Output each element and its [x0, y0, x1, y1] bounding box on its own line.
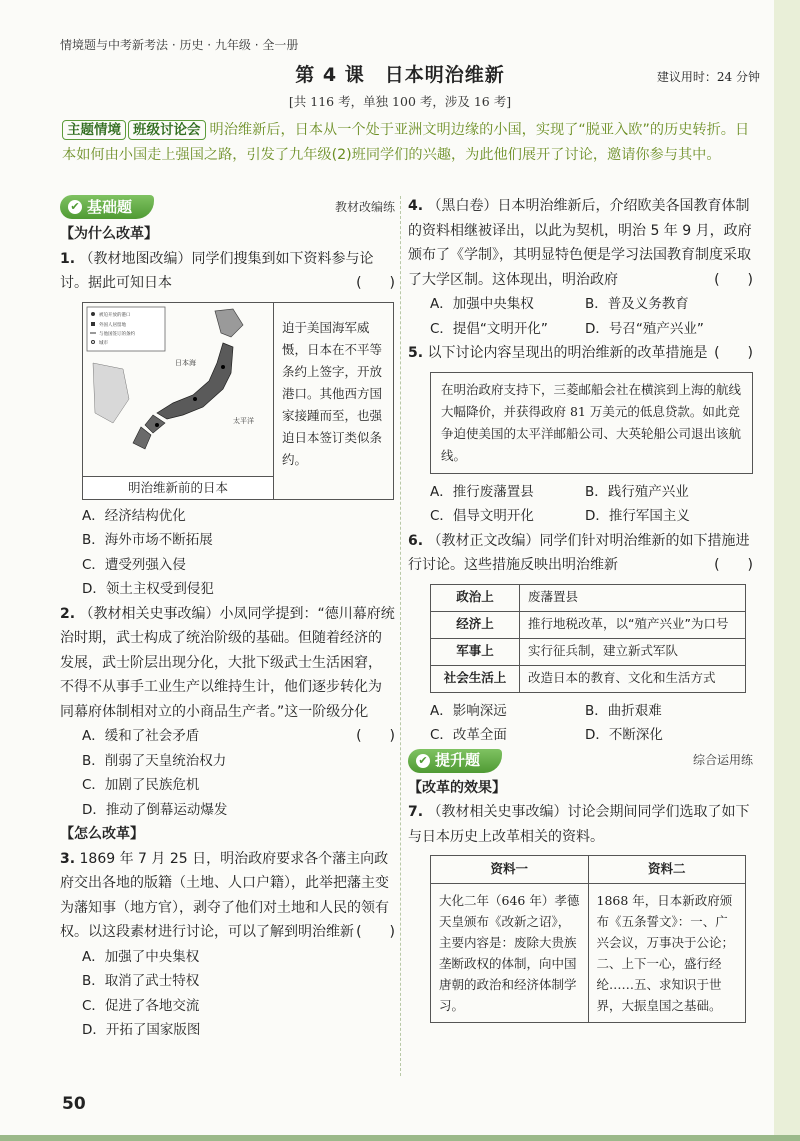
advanced-subtitle: 综合运用练	[692, 753, 753, 768]
q6-option-c[interactable]: C．改革全面	[430, 727, 507, 743]
q5-options-2	[408, 504, 753, 529]
advanced-label: ✔ 提升题	[408, 749, 502, 773]
question-3: 3. 1869 年 7 月 25 日，明治政府要求各个藩主向政府交出各地的版籍（土地、人口户籍），此举把藩主变为藩知事（地方官），剥夺了他们对土地和人民的领有权。以这段素材进行讨论，可以了解到明治维新 ( )	[60, 847, 395, 945]
check-icon: ✔	[68, 200, 82, 214]
sea-label: 日本海	[175, 358, 196, 367]
q3-option-b[interactable]: B．取消了武士特权	[82, 973, 200, 989]
question-6: 6. （教材正文改编）同学们针对明治维新的如下措施进行讨论。这些措施反映出明治维新 ( )	[408, 529, 753, 578]
q6-option-a[interactable]: A．影响深远	[430, 702, 507, 719]
legend-1: 被迫开放的港口	[99, 312, 131, 318]
q4-option-a[interactable]: A．加强中央集权	[430, 296, 534, 312]
q3-option-d[interactable]: D．开拓了国家版图	[82, 1022, 201, 1038]
q2-option-a[interactable]: A．缓和了社会矛盾	[82, 728, 200, 744]
column-divider	[400, 196, 401, 1076]
measures-table	[430, 584, 746, 693]
answer-paren[interactable]: ( )	[714, 345, 753, 361]
q5-option-a[interactable]: A．推行废藩置县	[430, 483, 534, 500]
section-effect: 【改革的效果】	[408, 779, 506, 796]
materials-table	[430, 855, 746, 1023]
left-column	[60, 194, 395, 1043]
q4-option-d[interactable]: D．号召“殖产兴业”	[585, 320, 704, 337]
check-icon: ✔	[416, 754, 430, 768]
q1-option-a[interactable]: A．经济结构优化	[82, 507, 186, 524]
q4-option-b[interactable]: B．普及义务教育	[585, 296, 689, 312]
table-row: 社会生活上 改造日本的教育、文化和生活方式	[431, 665, 746, 692]
page-number: 50	[62, 1094, 86, 1114]
question-7: 7. （教材相关史事改编）讨论会期间同学们选取了如下与日本历史上改革相关的资料。	[408, 804, 750, 845]
basic-label: ✔ 基础题	[60, 195, 154, 219]
q2-option-b[interactable]: B．削弱了天皇统治权力	[82, 752, 227, 769]
legend-2: 外国人居留地	[99, 322, 126, 328]
q6-options-2	[408, 723, 753, 748]
question-1: 1. （教材地图改编）同学们搜集到如下资料参与论讨。据此可知日本 ( )	[60, 247, 395, 296]
q4-options	[408, 292, 753, 317]
suggested-time: 建议用时：24 分钟	[656, 70, 760, 84]
material-1-head: 资料一	[431, 856, 589, 884]
table-row: 政治上 废藩置县	[431, 584, 746, 611]
q5-option-d[interactable]: D．推行军国主义	[585, 508, 690, 524]
q5-option-c[interactable]: C．倡导文明开化	[430, 508, 534, 524]
section-why: 【为什么改革】	[60, 226, 158, 242]
q1-option-d[interactable]: D．领土主权受到侵犯	[82, 581, 214, 597]
answer-paren[interactable]: ( )	[714, 271, 753, 288]
q4-option-c[interactable]: C．提倡“文明开化”	[430, 320, 548, 337]
q3-option-a[interactable]: A．加强了中央集权	[82, 948, 200, 965]
q1-option-c[interactable]: C．遭受列强入侵	[82, 556, 186, 573]
answer-paren[interactable]: ( )	[356, 728, 395, 744]
intro-block	[62, 118, 752, 168]
q2-option-c[interactable]: C．加剧了民族危机	[82, 777, 200, 793]
section-how: 【怎么改革】	[60, 826, 144, 842]
right-column	[408, 194, 753, 1023]
japan-map	[83, 303, 274, 499]
q6-options	[408, 699, 753, 724]
question-5: 5. 以下讨论内容呈现出的明治维新的改革措施是 ( )	[408, 341, 753, 366]
question-4: 4. （黑白卷）日本明治维新后，介绍欧美各国教育体制的资料相继被译出，以此为契机，明治 5 年 9 月，政府颁布了《学制》，其明显特色便是学习法国教育制度采取了大学区制。这体现出，明治政府 ( )	[408, 194, 753, 292]
material-1-text: 大化二年（646 年）孝德天皇颁布《改新之诏》，主要内容是：废除大贵族垄断政权的体制，向中国唐朝的政治和经济体制学习。	[431, 883, 589, 1022]
answer-paren[interactable]: ( )	[714, 557, 753, 573]
bottom-edge	[0, 1135, 800, 1141]
map-figure	[82, 302, 394, 500]
q5-option-b[interactable]: B．践行殖产兴业	[585, 483, 689, 500]
legend-3: 与他国签订的条约	[99, 331, 135, 337]
table-row: 军事上 实行征兵制，建立新式军队	[431, 638, 746, 665]
material-2-text: 1868 年，日本新政府颁布《五条誓文》：一、广兴会议，万事决于公论；二、上下一心，盛行经纶……五、求知识于世界，大振皇国之基础。	[588, 883, 746, 1022]
q6-option-b[interactable]: B．曲折艰难	[585, 702, 662, 719]
advanced-banner	[408, 748, 753, 774]
intro-text: 明治维新后，日本从一个处于亚洲文明边缘的小国，实现了“脱亚入欧”的历史转折。日本如何由小国走上强国之路，引发了九年级(2)班同学们的兴趣，为此他们展开了讨论，邀请你参与其中。	[62, 122, 750, 163]
map-quote: 迫于美国海军威慑，日本在不平等条约上签字，开放港口。其他西方国家接踵而至，也强迫日本签订类似条约。	[282, 319, 383, 467]
q5-quote: 在明治政府支持下，三菱邮船会社在横滨到上海的航线大幅降价，并获得政府 81 万美元的低息贷款。如此竞争迫使美国的太平洋邮船公司、大英轮船公司退出该航线。	[430, 372, 753, 474]
discussion-tag: 班级讨论会	[128, 120, 206, 140]
lesson-title: 第 4 课 日本明治维新	[295, 64, 505, 86]
q1-option-b[interactable]: B．海外市场不断拓展	[82, 532, 213, 548]
q3-option-c[interactable]: C．促进了各地交流	[82, 997, 200, 1014]
answer-paren[interactable]: ( )	[356, 275, 395, 291]
question-2: 2. （教材相关史事改编）小凤同学提到：“德川幕府统治时期，武士构成了统治阶级的基础。但随着经济的发展，武士阶层出现分化，大批下级武士生活困窘，不得不从事手工业生产以维持生计，他们逐步转化为同幕府体制相对立的小商品生产者。”这一阶级分化 ( )	[60, 602, 395, 725]
exam-stats: [共 116 考，单独 100 考，涉及 16 考]	[288, 94, 512, 109]
japan-map-svg	[83, 303, 273, 475]
ocean-label: 太平洋	[233, 416, 254, 425]
theme-tag: 主题情境	[62, 120, 126, 140]
answer-paren[interactable]: ( )	[356, 924, 395, 940]
material-2-head: 资料二	[588, 856, 746, 884]
basic-subtitle: 教材改编练	[334, 199, 395, 214]
legend-4: 城市	[99, 340, 108, 346]
map-caption: 明治维新前的日本	[83, 476, 273, 499]
q4-options-2	[408, 317, 753, 342]
q2-option-d[interactable]: D．推动了倒幕运动爆发	[82, 801, 228, 818]
table-row: 经济上 推行地税改革，以“殖产兴业”为口号	[431, 611, 746, 638]
basic-banner	[60, 194, 395, 220]
q6-option-d[interactable]: D．不断深化	[585, 727, 663, 743]
book-title: 情境题与中考新考法 · 历史 · 九年级 · 全一册	[60, 38, 299, 52]
q5-options	[408, 480, 753, 505]
page-edge	[774, 0, 800, 1141]
